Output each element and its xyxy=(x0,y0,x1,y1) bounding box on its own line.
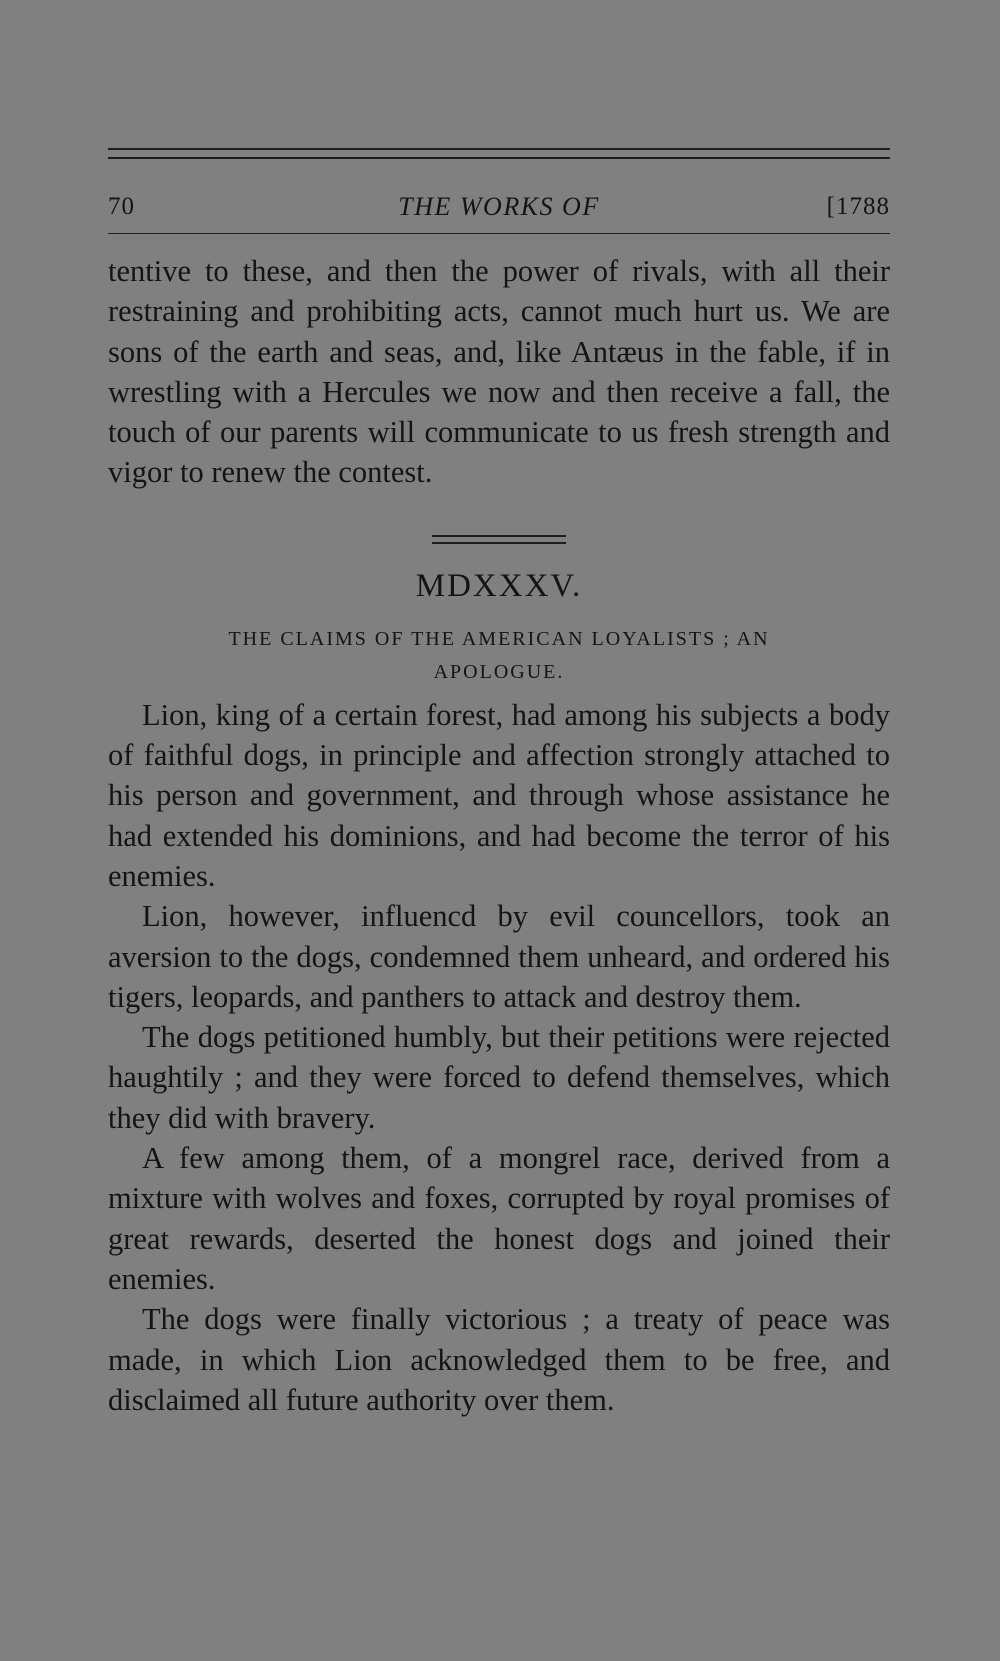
paragraph: Lion, king of a certain forest, had among his subjects a body of faithful dogs, in principle and affection strongly attached to his person and government, and through whose assistance he had extended his dominions, and had become the terror of his enemies. xyxy=(108,697,890,893)
section-divider xyxy=(432,535,566,544)
year-marker: [1788 xyxy=(826,193,890,220)
running-head xyxy=(108,159,890,221)
paragraph: The dogs petitioned humbly, but their petitions were rejected haughtily ; and they were forced to defend themselves, which they did with bravery. xyxy=(108,1020,890,1135)
paragraph: Lion, however, influencd by evil councellors, took an aversion to the dogs, condemned them unheard, and ordered his tigers, leopards, and panthers to attack and destroy them. xyxy=(108,899,890,1014)
continuation-paragraph: tentive to these, and then the power of rivals, with all their restraining and prohibiting acts, cannot much hurt us. We are sons of the earth and seas, and, like Antæus in the fable, if in wrestling with a Hercules we now and then receive a fall, the touch of our parents will communicate to us fresh strength and vigor to renew the contest. xyxy=(108,254,890,490)
running-title: THE WORKS OF xyxy=(398,192,600,221)
header-rule xyxy=(108,233,890,234)
section-numeral: MDXXXV. xyxy=(415,567,583,604)
section-title-line-1: THE CLAIMS OF THE AMERICAN LOYALISTS ; AN xyxy=(228,627,770,650)
paragraph: A few among them, of a mongrel race, derived from a mixture with wolves and foxes, corrupted by royal promises of great rewards, deserted the honest dogs and joined their enemies. xyxy=(108,1141,890,1296)
page-number: 70 xyxy=(108,193,135,220)
apologue-body xyxy=(108,695,890,1420)
section-title-line-2: APOLOGUE. xyxy=(433,660,565,683)
top-double-rule xyxy=(108,148,890,159)
book-page xyxy=(108,148,890,1420)
paragraph: The dogs were finally victorious ; a treaty of peace was made, in which Lion acknowledged them to be free, and disclaimed all future authority over them. xyxy=(108,1302,890,1417)
section-title xyxy=(108,623,890,689)
